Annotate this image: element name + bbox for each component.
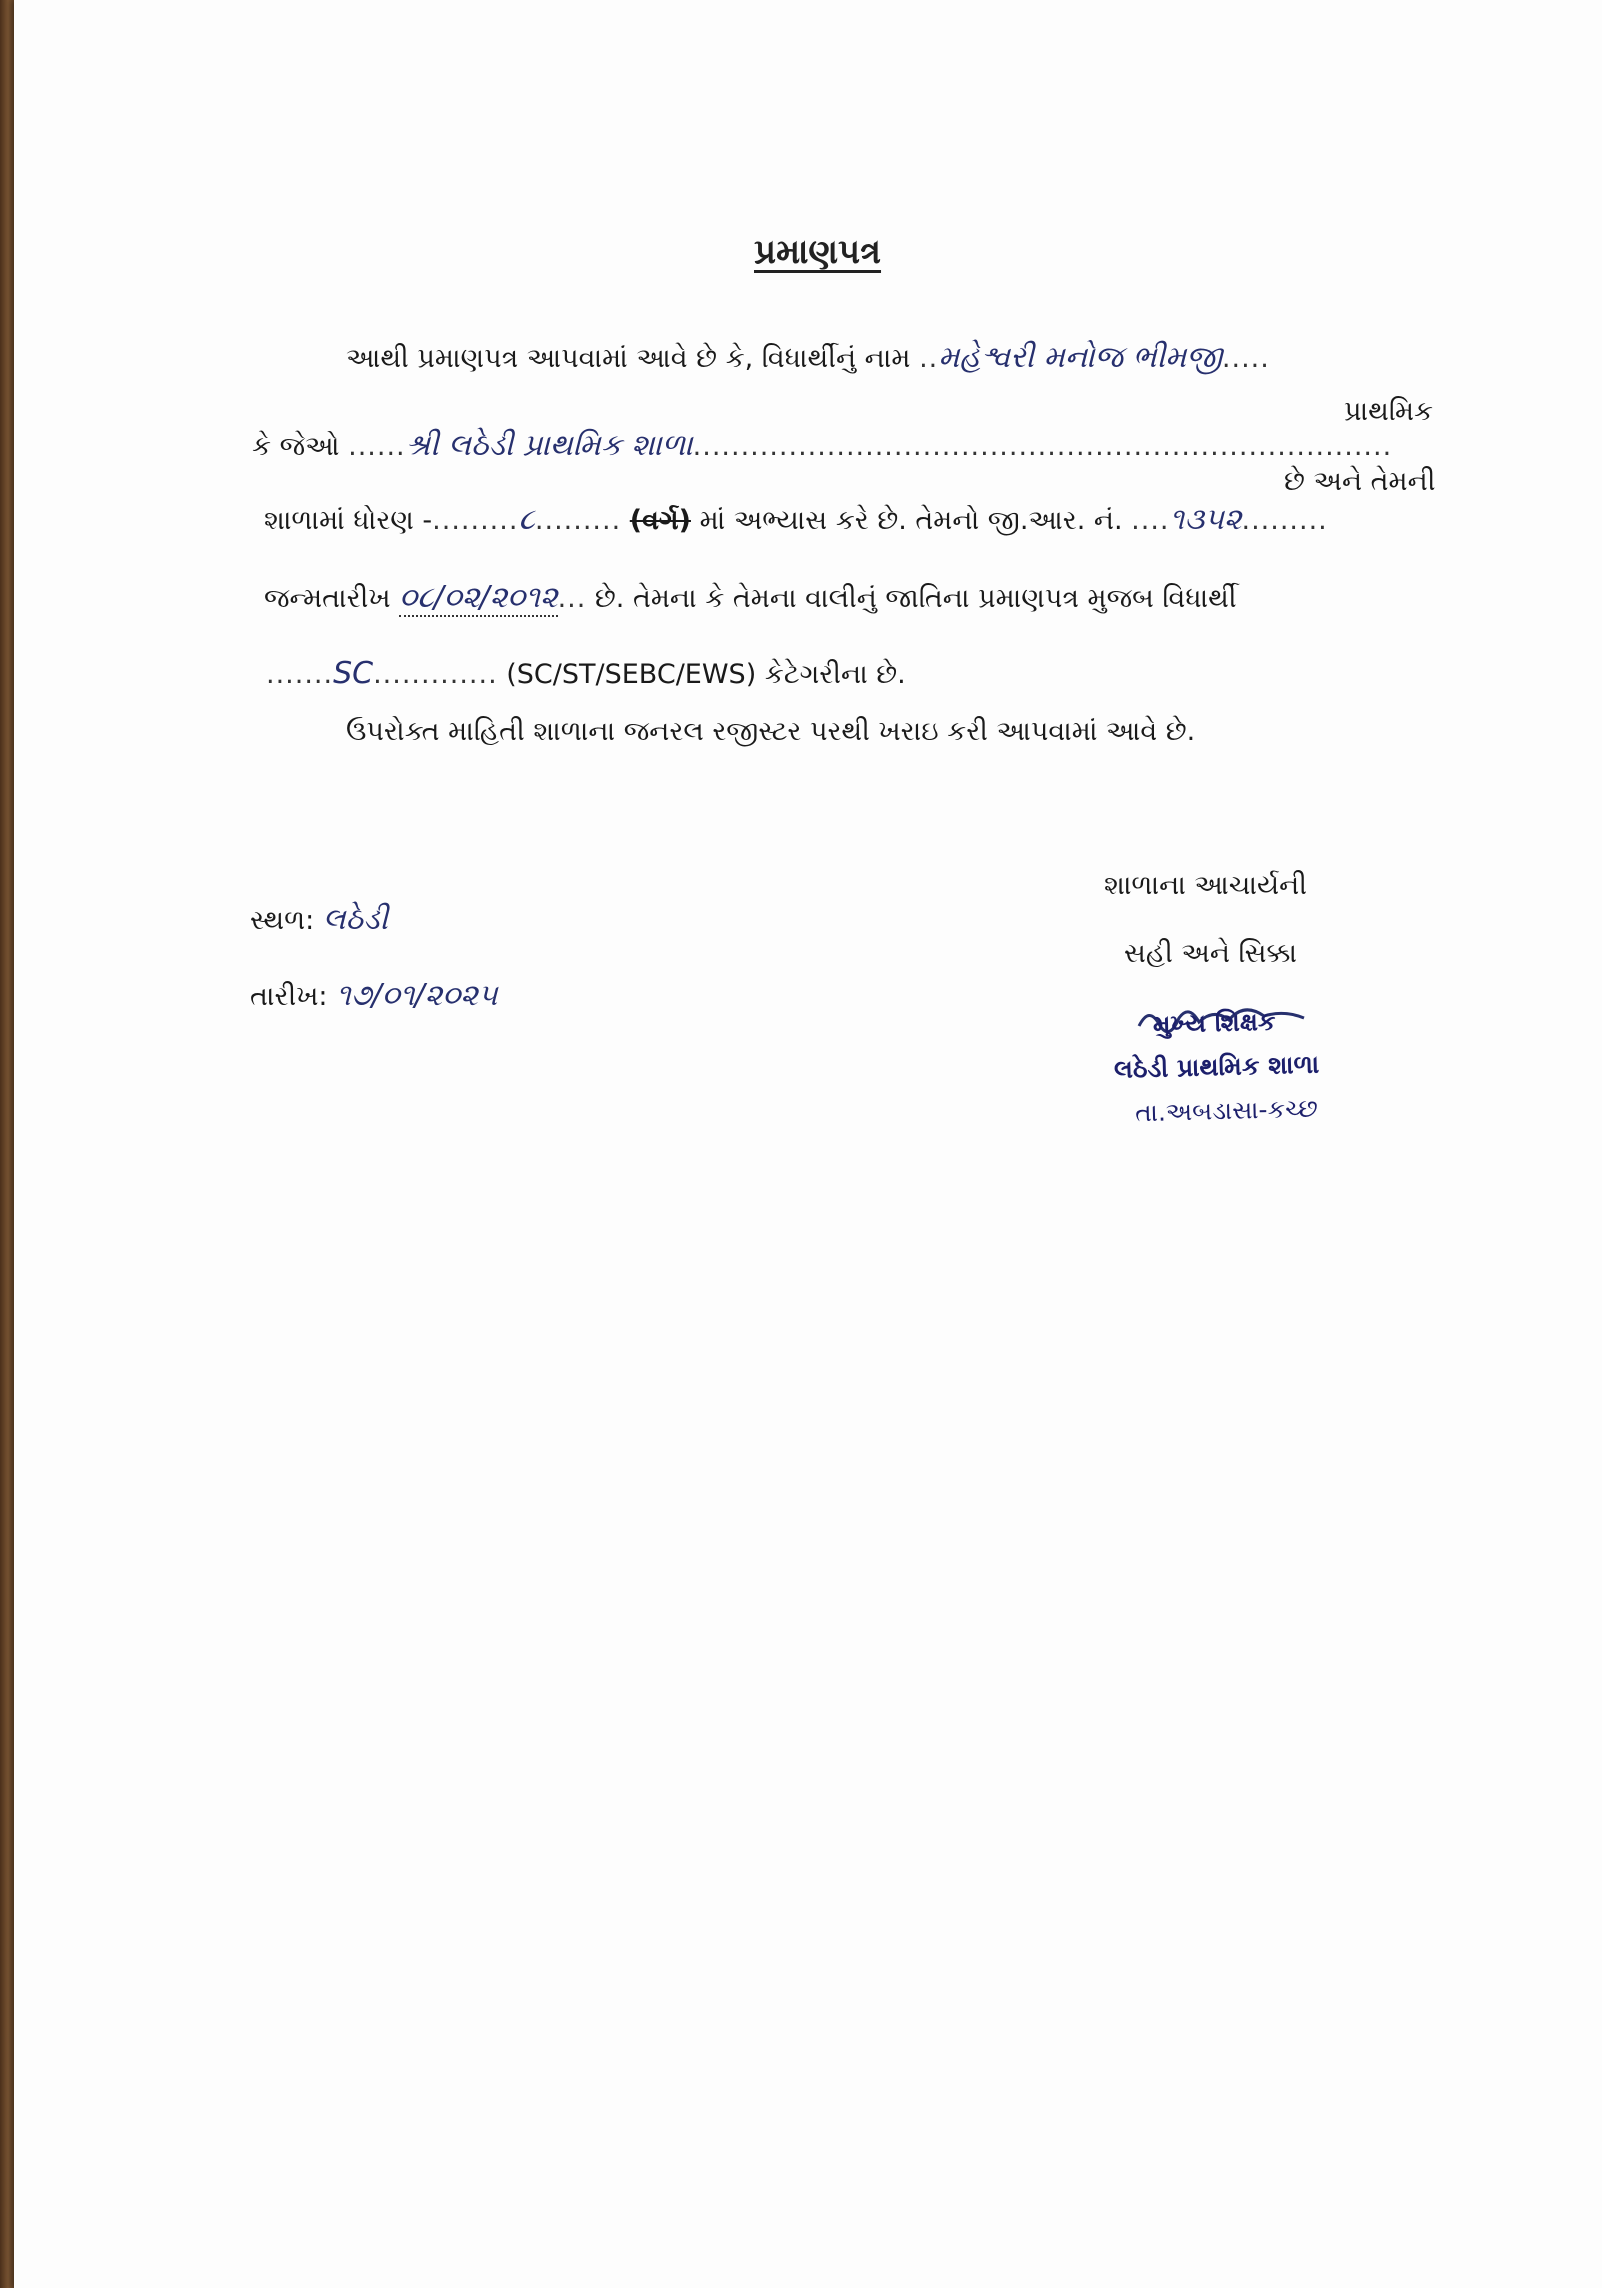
dots: .............: [373, 659, 498, 690]
para2-prefix: કે જેઓ: [252, 431, 340, 462]
para4-suffix: છે. તેમના કે તેમના વાલીનું જાતિના પ્રમાણપત્ર મુજબ વિધાર્થી: [594, 583, 1237, 614]
stamp-line2: લઠેડી પ્રાથમિક શાળા: [1113, 1049, 1320, 1084]
date-line: [250, 978, 498, 1013]
certificate-title: પ્રમાણપત્ર: [754, 232, 882, 272]
dots: .........: [432, 505, 519, 536]
gr-number-field: ૧૩૫૨: [1169, 502, 1242, 537]
category-field: SC: [333, 656, 374, 691]
dots: .....: [1221, 343, 1270, 374]
para5-line: [266, 656, 906, 691]
signature-line2: સહી અને સિક્કા: [1124, 938, 1297, 969]
para4-line: [264, 580, 1237, 615]
para3-middle: માં અભ્યાસ કરે છે. તેમનો જી.આર. નં.: [699, 505, 1123, 536]
para3-line: [264, 502, 1328, 537]
dots: ...: [557, 583, 587, 614]
para1-line: [346, 340, 1270, 375]
para3-prefix: શાળામાં ધોરણ -: [264, 505, 433, 536]
para4-prefix: જન્મતારીખ: [264, 583, 391, 614]
place-line: [250, 902, 388, 937]
dots: ..: [919, 343, 939, 374]
date-label: તારીખ:: [250, 981, 328, 1012]
dots: .......: [266, 659, 334, 690]
standard-field: ૮: [518, 502, 535, 537]
signature-block: [1104, 870, 1404, 1006]
para6-line: ઉપરોક્ત માહિતી શાળાના જનરલ રજીસ્ટર પરથી ખરાઇ કરી આપવામાં આવે છે.: [346, 716, 1196, 747]
place-value: લઠેડી: [322, 902, 389, 937]
para1-intro: આથી પ્રમાણપત્ર આપવામાં આવે છે કે, વિધાર્થીનું નામ: [346, 343, 911, 374]
student-name-field: મહેશ્વરી મનોજ ભીમજી: [938, 340, 1222, 375]
place-label: સ્થળ:: [250, 905, 315, 936]
signature-line1: શાળાના આચાર્યની: [1104, 870, 1307, 901]
dots: .........................................................................: [692, 431, 1393, 462]
para2-suffix: પ્રાથમિક: [1344, 396, 1434, 427]
stamp-line1: મુખ્ય શિક્ષક: [1152, 1006, 1276, 1039]
dots: ....: [1131, 505, 1170, 536]
school-name-field: શ્રી લઠેડી પ્રાથમિક શાળા: [405, 428, 693, 463]
school-stamp: [1112, 996, 1415, 1136]
dob-field: ૦૮/૦૨/૨૦૧૨: [399, 580, 558, 615]
para2-line: [252, 428, 1392, 463]
stamp-line3: તા.અબડાસા-કચ્છ: [1134, 1093, 1319, 1128]
dots: .........: [534, 505, 622, 536]
para5-suffix: (SC/ST/SEBC/EWS) કેટેગરીના છે.: [506, 659, 906, 690]
struck-text: (વર્ગ): [629, 505, 691, 536]
date-value: ૧૭/૦૧/૨૦૨૫: [336, 978, 498, 1013]
certificate-paper: [14, 0, 1602, 2288]
para3-suffix: છે અને તેમની: [1284, 466, 1436, 497]
dots: .........: [1241, 505, 1328, 536]
dots: ......: [348, 431, 406, 462]
